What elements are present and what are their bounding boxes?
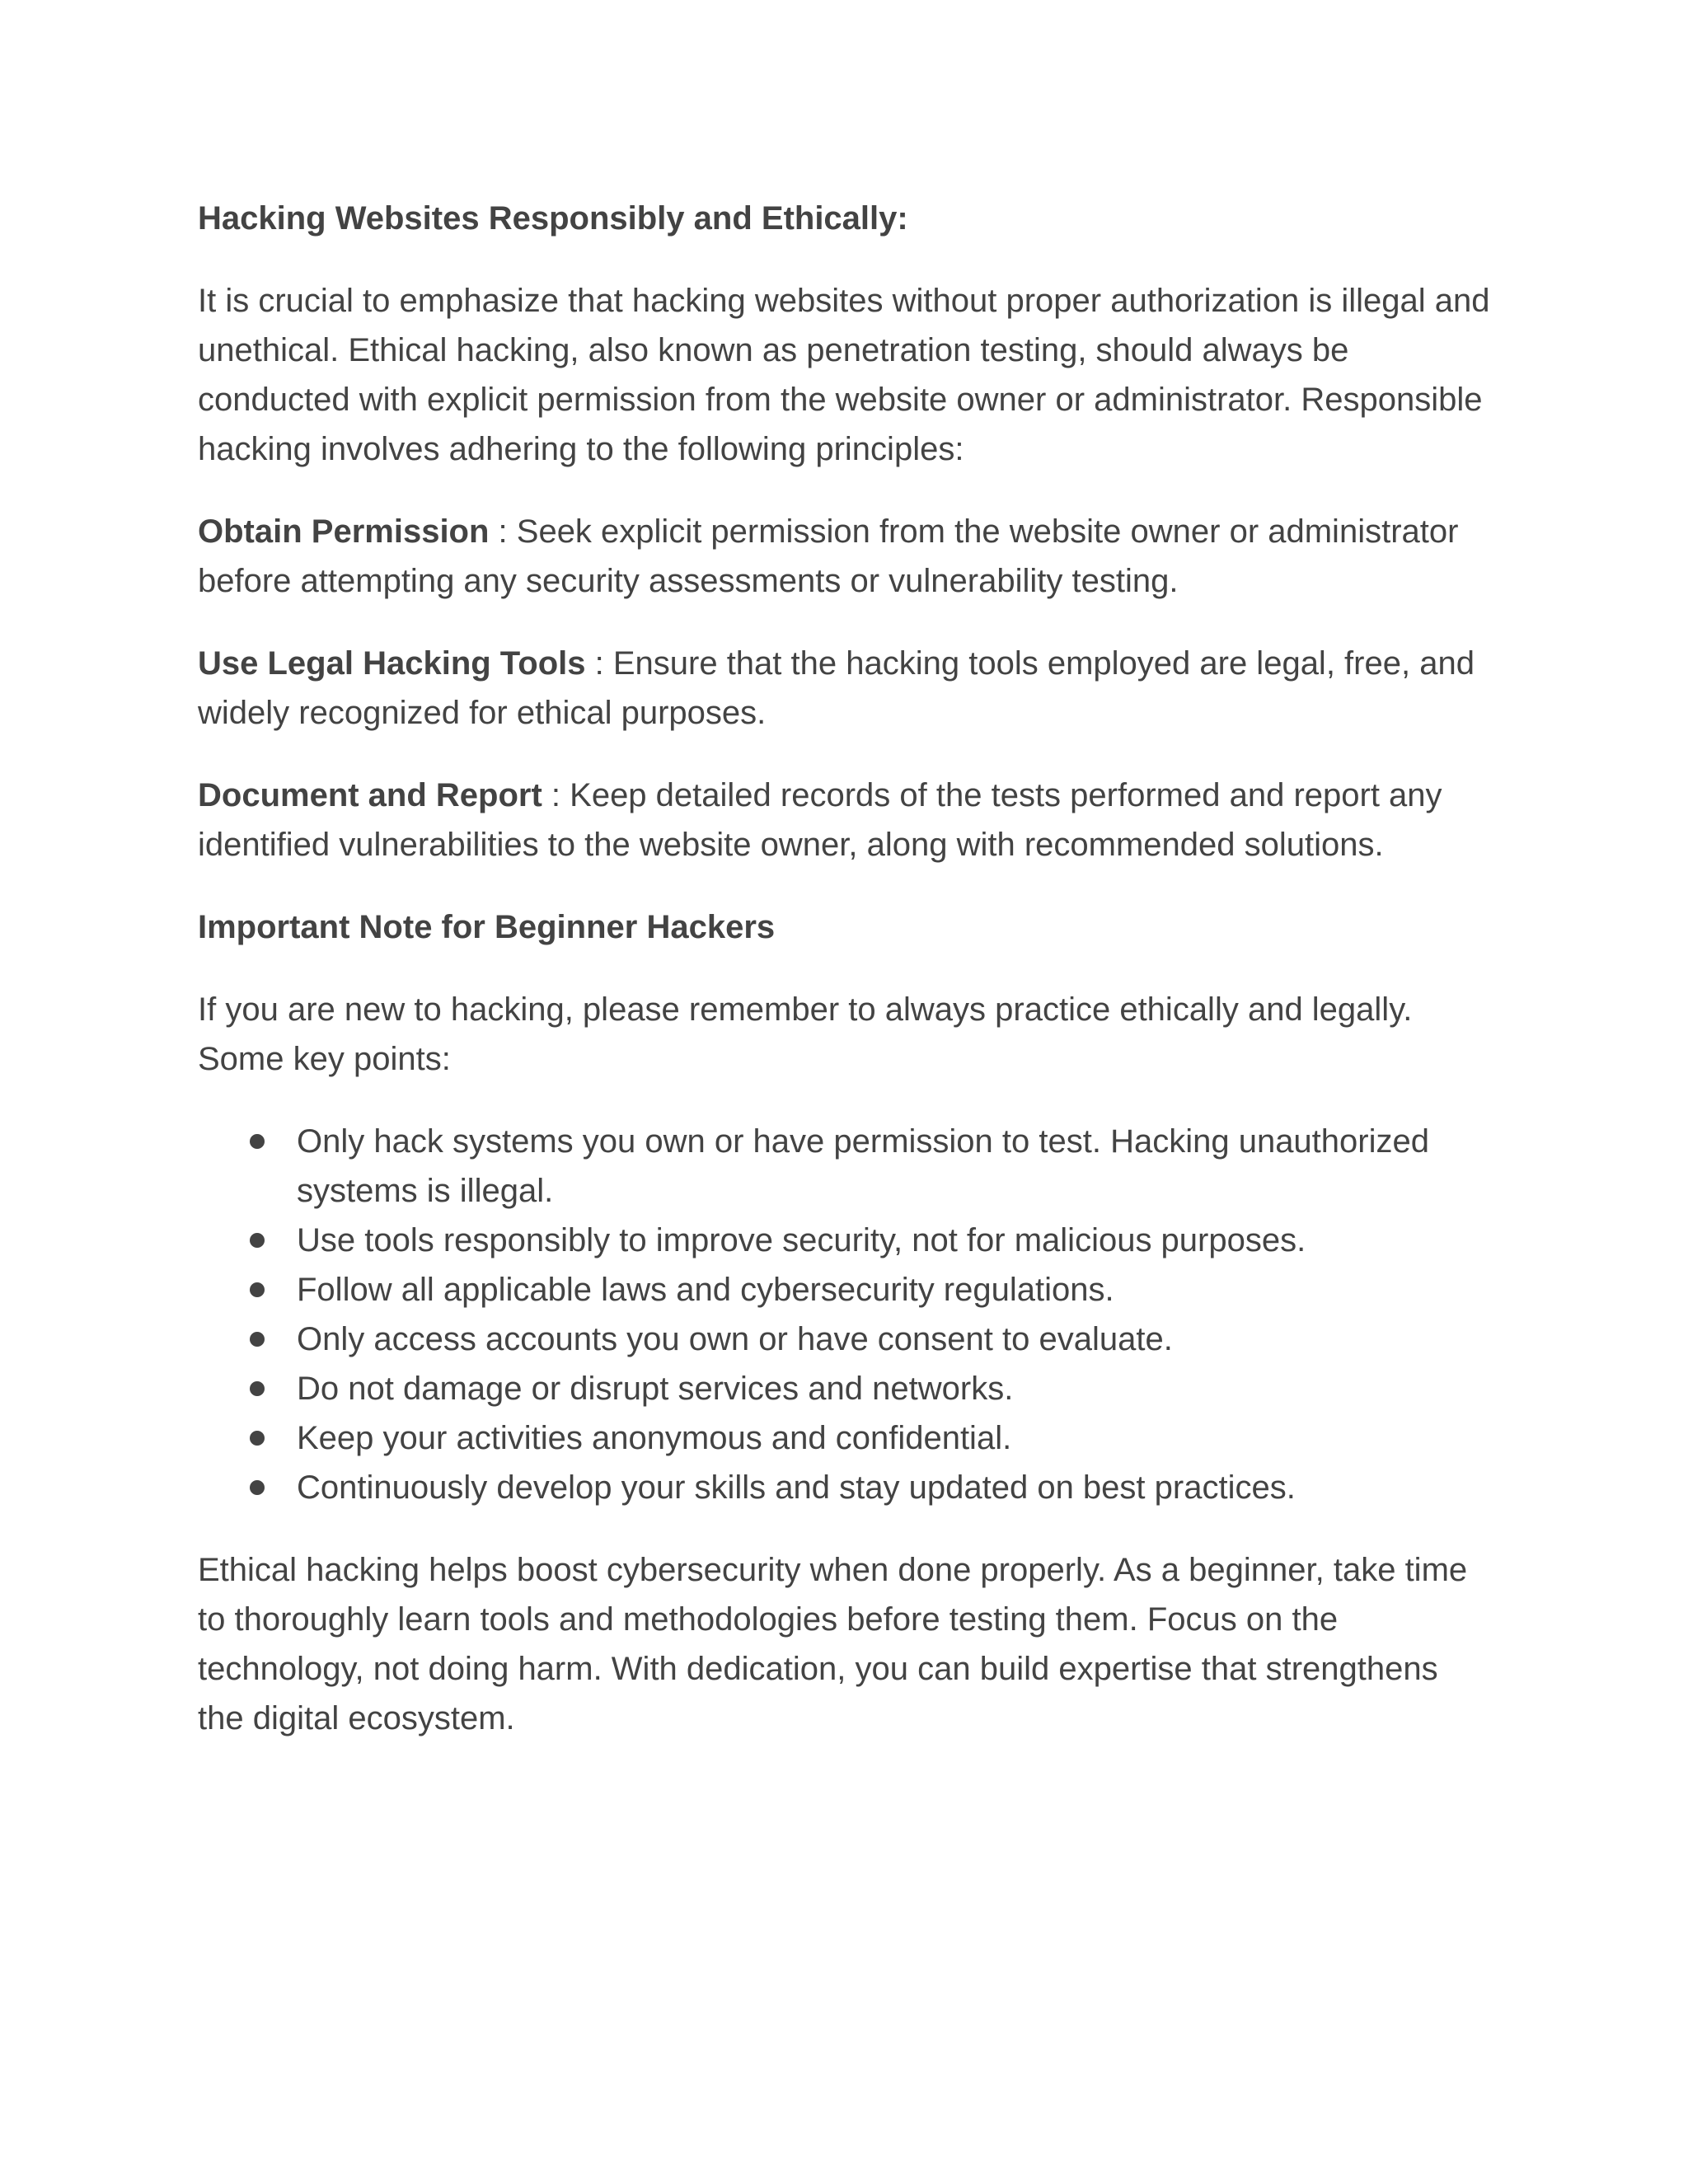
principle-text: : Seek explicit permission from the website owner or administrator before attempting any security assessments or vulnerability testing.	[198, 513, 1459, 599]
principle-text: : Ensure that the hacking tools employed are legal, free, and widely recognized for ethical purposes.	[198, 645, 1475, 731]
principle-term: Obtain Permission	[198, 513, 490, 550]
list-item	[297, 1117, 1490, 1216]
bullet-icon	[250, 1381, 265, 1396]
principle-legal-tools	[198, 639, 1490, 738]
list-item-text: Do not damage or disrupt services and networks.	[297, 1371, 1014, 1407]
list-item-text: Use tools responsibly to improve security, not for malicious purposes.	[297, 1222, 1306, 1258]
list-item	[297, 1265, 1490, 1315]
bullet-icon	[250, 1332, 265, 1347]
note-heading: Important Note for Beginner Hackers	[198, 909, 776, 945]
list-item	[297, 1463, 1490, 1512]
bullet-icon	[250, 1134, 265, 1149]
note-intro-paragraph: If you are new to hacking, please remember to always practice ethically and legally. Some key points:	[198, 991, 1413, 1077]
list-item-text: Only access accounts you own or have consent to evaluate.	[297, 1321, 1173, 1357]
principle-obtain-permission	[198, 507, 1490, 606]
bullet-icon	[250, 1282, 265, 1297]
list-item-text: Continuously develop your skills and stay updated on best practices.	[297, 1469, 1296, 1506]
document-title: Hacking Websites Responsibly and Ethically:	[198, 200, 908, 237]
principle-document-report	[198, 771, 1490, 869]
closing-paragraph: Ethical hacking helps boost cybersecurity when done properly. As a beginner, take time to thoroughly learn tools and methodologies before testing them. Focus on the technology, not doing harm. With dedication, you can build expertise that strengthens the digital ecosystem.	[198, 1552, 1468, 1736]
list-item	[297, 1364, 1490, 1413]
list-item-text: Keep your activities anonymous and confidential.	[297, 1420, 1012, 1456]
bullet-icon	[250, 1233, 265, 1248]
list-item	[297, 1413, 1490, 1463]
list-item-text: Follow all applicable laws and cybersecurity regulations.	[297, 1272, 1114, 1308]
key-points-list	[198, 1117, 1490, 1512]
principle-text: : Keep detailed records of the tests performed and report any identified vulnerabilities to the website owner, along with recommended solutions.	[198, 777, 1442, 863]
principle-term: Use Legal Hacking Tools	[198, 645, 586, 682]
intro-paragraph: It is crucial to emphasize that hacking websites without proper authorization is illegal and unethical. Ethical hacking, also known as penetration testing, should always be conducted with explicit permission from the website owner or administrator. Responsible hacking involves adhering to the following principles:	[198, 283, 1490, 467]
principle-term: Document and Report	[198, 777, 542, 813]
list-item	[297, 1315, 1490, 1364]
list-item	[297, 1216, 1490, 1265]
bullet-icon	[250, 1480, 265, 1495]
list-item-text: Only hack systems you own or have permission to test. Hacking unauthorized systems is illegal.	[297, 1123, 1429, 1209]
bullet-icon	[250, 1431, 265, 1446]
